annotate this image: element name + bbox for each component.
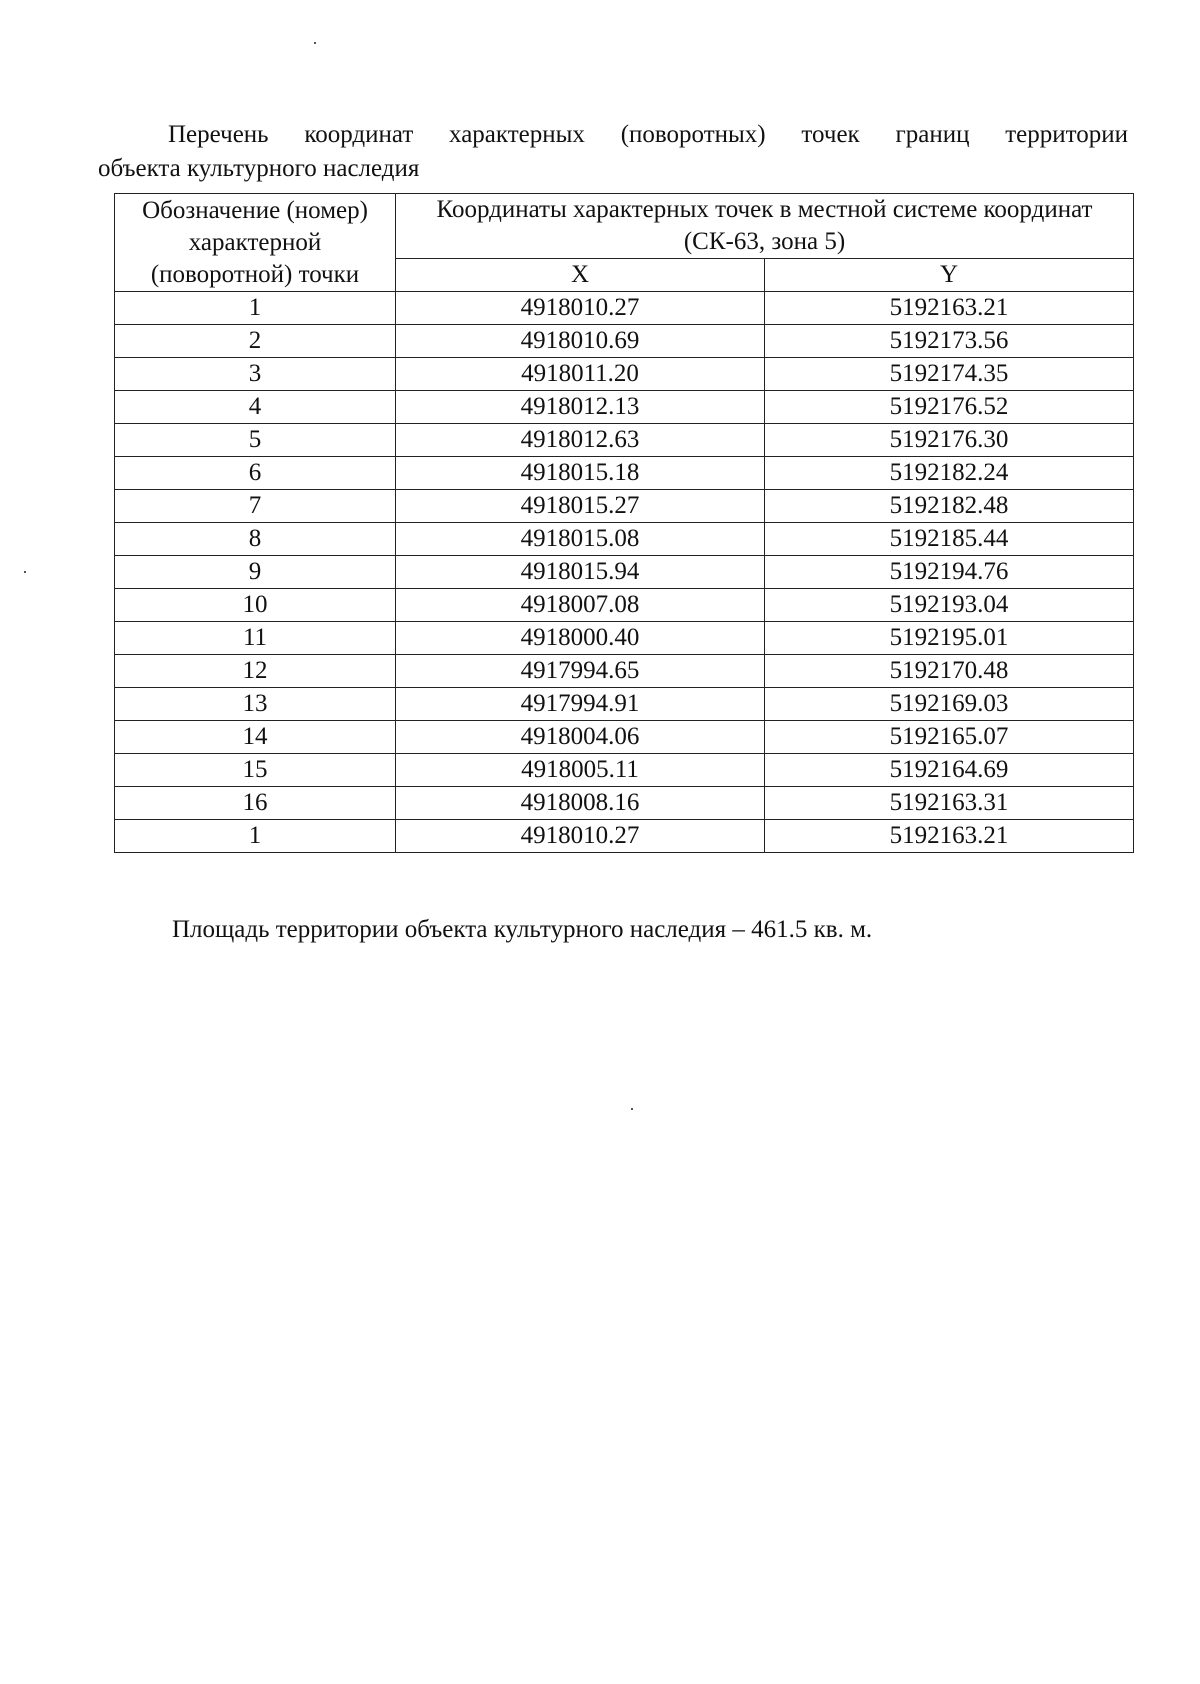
table-row xyxy=(115,787,1134,820)
cell-point-number: 1 xyxy=(115,820,396,853)
table-row xyxy=(115,655,1134,688)
cell-x: 4918008.16 xyxy=(396,787,765,820)
table-row xyxy=(115,523,1134,556)
cell-y: 5192163.21 xyxy=(764,292,1133,325)
cell-y: 5192163.21 xyxy=(764,820,1133,853)
table-row xyxy=(115,622,1134,655)
cell-x: 4918015.27 xyxy=(396,490,765,523)
document-heading xyxy=(98,118,1128,186)
cell-x: 4918015.08 xyxy=(396,523,765,556)
cell-point-number: 4 xyxy=(115,391,396,424)
table-row xyxy=(115,292,1134,325)
cell-y: 5192169.03 xyxy=(764,688,1133,721)
cell-x: 4918012.13 xyxy=(396,391,765,424)
cell-x: 4918015.94 xyxy=(396,556,765,589)
cell-y: 5192164.69 xyxy=(764,754,1133,787)
cell-x: 4918011.20 xyxy=(396,358,765,391)
cell-y: 5192195.01 xyxy=(764,622,1133,655)
cell-y: 5192173.56 xyxy=(764,325,1133,358)
cell-point-number: 13 xyxy=(115,688,396,721)
cell-x: 4918000.40 xyxy=(396,622,765,655)
cell-y: 5192182.24 xyxy=(764,457,1133,490)
cell-x: 4918015.18 xyxy=(396,457,765,490)
cell-x: 4917994.65 xyxy=(396,655,765,688)
coordinates-table-body xyxy=(115,292,1134,853)
cell-x: 4918004.06 xyxy=(396,721,765,754)
scan-speck xyxy=(24,571,26,573)
cell-x: 4918012.63 xyxy=(396,424,765,457)
table-row xyxy=(115,325,1134,358)
cell-point-number: 7 xyxy=(115,490,396,523)
cell-y: 5192170.48 xyxy=(764,655,1133,688)
table-row xyxy=(115,457,1134,490)
header-coordinates: Координаты характерных точек в местной системе координат (СК-63, зона 5) xyxy=(396,194,1134,259)
cell-point-number: 1 xyxy=(115,292,396,325)
cell-x: 4917994.91 xyxy=(396,688,765,721)
header-y: Y xyxy=(764,259,1133,292)
cell-x: 4918007.08 xyxy=(396,589,765,622)
scan-speck xyxy=(314,42,316,44)
table-row xyxy=(115,358,1134,391)
table-row xyxy=(115,391,1134,424)
cell-point-number: 9 xyxy=(115,556,396,589)
table-row xyxy=(115,490,1134,523)
scan-speck xyxy=(631,1108,633,1110)
cell-y: 5192176.52 xyxy=(764,391,1133,424)
cell-x: 4918010.27 xyxy=(396,292,765,325)
cell-x: 4918010.69 xyxy=(396,325,765,358)
cell-point-number: 10 xyxy=(115,589,396,622)
header-point-number: Обозначение (номер) характерной (поворотной) точки xyxy=(115,194,396,292)
cell-point-number: 8 xyxy=(115,523,396,556)
cell-y: 5192174.35 xyxy=(764,358,1133,391)
table-row xyxy=(115,589,1134,622)
heading-line-1: Перечень координат характерных (поворотных) точек границ территории xyxy=(168,121,1128,148)
header-x: X xyxy=(396,259,765,292)
table-row xyxy=(115,688,1134,721)
table-row xyxy=(115,721,1134,754)
cell-point-number: 15 xyxy=(115,754,396,787)
cell-point-number: 12 xyxy=(115,655,396,688)
coordinates-table xyxy=(114,193,1134,853)
table-row xyxy=(115,754,1134,787)
cell-point-number: 2 xyxy=(115,325,396,358)
table-row xyxy=(115,820,1134,853)
cell-y: 5192163.31 xyxy=(764,787,1133,820)
cell-point-number: 16 xyxy=(115,787,396,820)
cell-y: 5192185.44 xyxy=(764,523,1133,556)
cell-point-number: 11 xyxy=(115,622,396,655)
area-statement: Площадь территории объекта культурного наследия – 461.5 кв. м. xyxy=(172,916,873,943)
cell-y: 5192194.76 xyxy=(764,556,1133,589)
cell-y: 5192182.48 xyxy=(764,490,1133,523)
cell-y: 5192165.07 xyxy=(764,721,1133,754)
cell-y: 5192176.30 xyxy=(764,424,1133,457)
table-row xyxy=(115,424,1134,457)
cell-x: 4918005.11 xyxy=(396,754,765,787)
heading-line-2: объекта культурного наследия xyxy=(98,155,420,182)
cell-point-number: 6 xyxy=(115,457,396,490)
cell-point-number: 14 xyxy=(115,721,396,754)
cell-y: 5192193.04 xyxy=(764,589,1133,622)
cell-point-number: 3 xyxy=(115,358,396,391)
table-row xyxy=(115,556,1134,589)
cell-x: 4918010.27 xyxy=(396,820,765,853)
cell-point-number: 5 xyxy=(115,424,396,457)
